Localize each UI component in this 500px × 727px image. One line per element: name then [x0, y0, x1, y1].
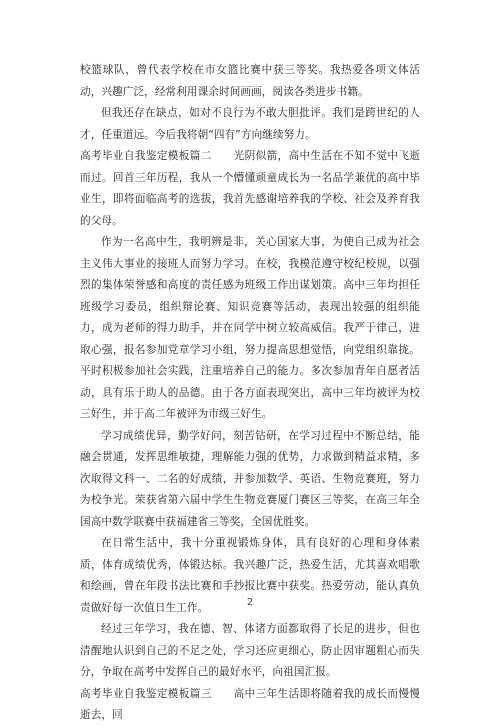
- paragraph-2: 但我还存在缺点，如对不良行为不敢大胆批评。我们是跨世纪的人才，任重道远。今后我将朝“四有”方向继续努力。: [80, 107, 420, 141]
- paragraph-5: 学习成绩优异，勤学好问，刻苦钻研，在学习过程中不断总结，能融会贯通，发挥思维敏捷，理解能力强的优势，力求做到精益求精，多次取得文科一、二名的好成绩，并参加数学、英语、生物竞赛班，努力为校争光。荣获省第六届中学生生物竞赛厦门赛区三等奖，在高三年全国高中数学联赛中获福建省三等奖，全国优胜奖。: [80, 429, 420, 528]
- paragraph-7: 经过三年学习，我在德、智、体诸方面都取得了长足的进步，但也清醒地认识到自己的不足之处，学习还应更细心，防止因审题粗心而失分，争取在高考中发挥自己的最好水平，向祖国汇报。: [80, 623, 420, 678]
- paragraph-4: 作为一名高中生，我明辨是非，关心国家大事，为使自己成为社会主义伟大事业的接班人而努力学习。在校，我模范遵守校纪校规，以强烈的集体荣誉感和高度的责任感为班级工作出谋划策。高中三年均担任班级学习委员，组织辩论赛、知识竞赛等活动，表现出较强的组织能力，成为老师的得力助手，并在同学中树立较高威信。我严于律己，进取心强，报名参加党章学习小组，努力提高思想觉悟，向党组织靠拢。平时积极参加社会实践，注重培养自己的能力。多次参加青年自愿者活动，具有乐于助人的品德。由于各方面表现突出，高中三年均被评为校三好生，并于高二年被评为市级三好生。: [80, 236, 420, 420]
- page-number: 2: [246, 597, 254, 608]
- paragraph-3-section-heading: 高考毕业自我鉴定模板篇二 光阴似箭，高中生活在不知不觉中飞逝而过。回首三年历程，我从一个懵懂顽童成长为一名品学兼优的高中毕业生，即将面临高考的选拔，我首先感谢培养我的学校、社会及养育我的父母。: [80, 150, 420, 227]
- document-body: [80, 60, 420, 727]
- paragraph-1: 校篮球队，曾代表学校在市女篮比赛中获三等奖。我热爱各项文体活动，兴趣广泛，经常利用课余时间画画，阅读各类进步书籍。: [80, 64, 420, 98]
- paragraph-8-section-heading: 高考毕业自我鉴定模板篇三 高中三年生活即将随着我的成长而慢慢逝去，回: [80, 687, 420, 721]
- paragraph-6: 在日常生活中，我十分重视锻炼身体，具有良好的心理和身体素质，体育成绩优秀，体锻达标。我兴趣广泛，热爱生活，尤其喜欢唱歌和绘画，曾在年段书法比赛和手抄报比赛中获奖。热爱劳动，能认真负责做好每一次值日生工作。: [80, 537, 420, 614]
